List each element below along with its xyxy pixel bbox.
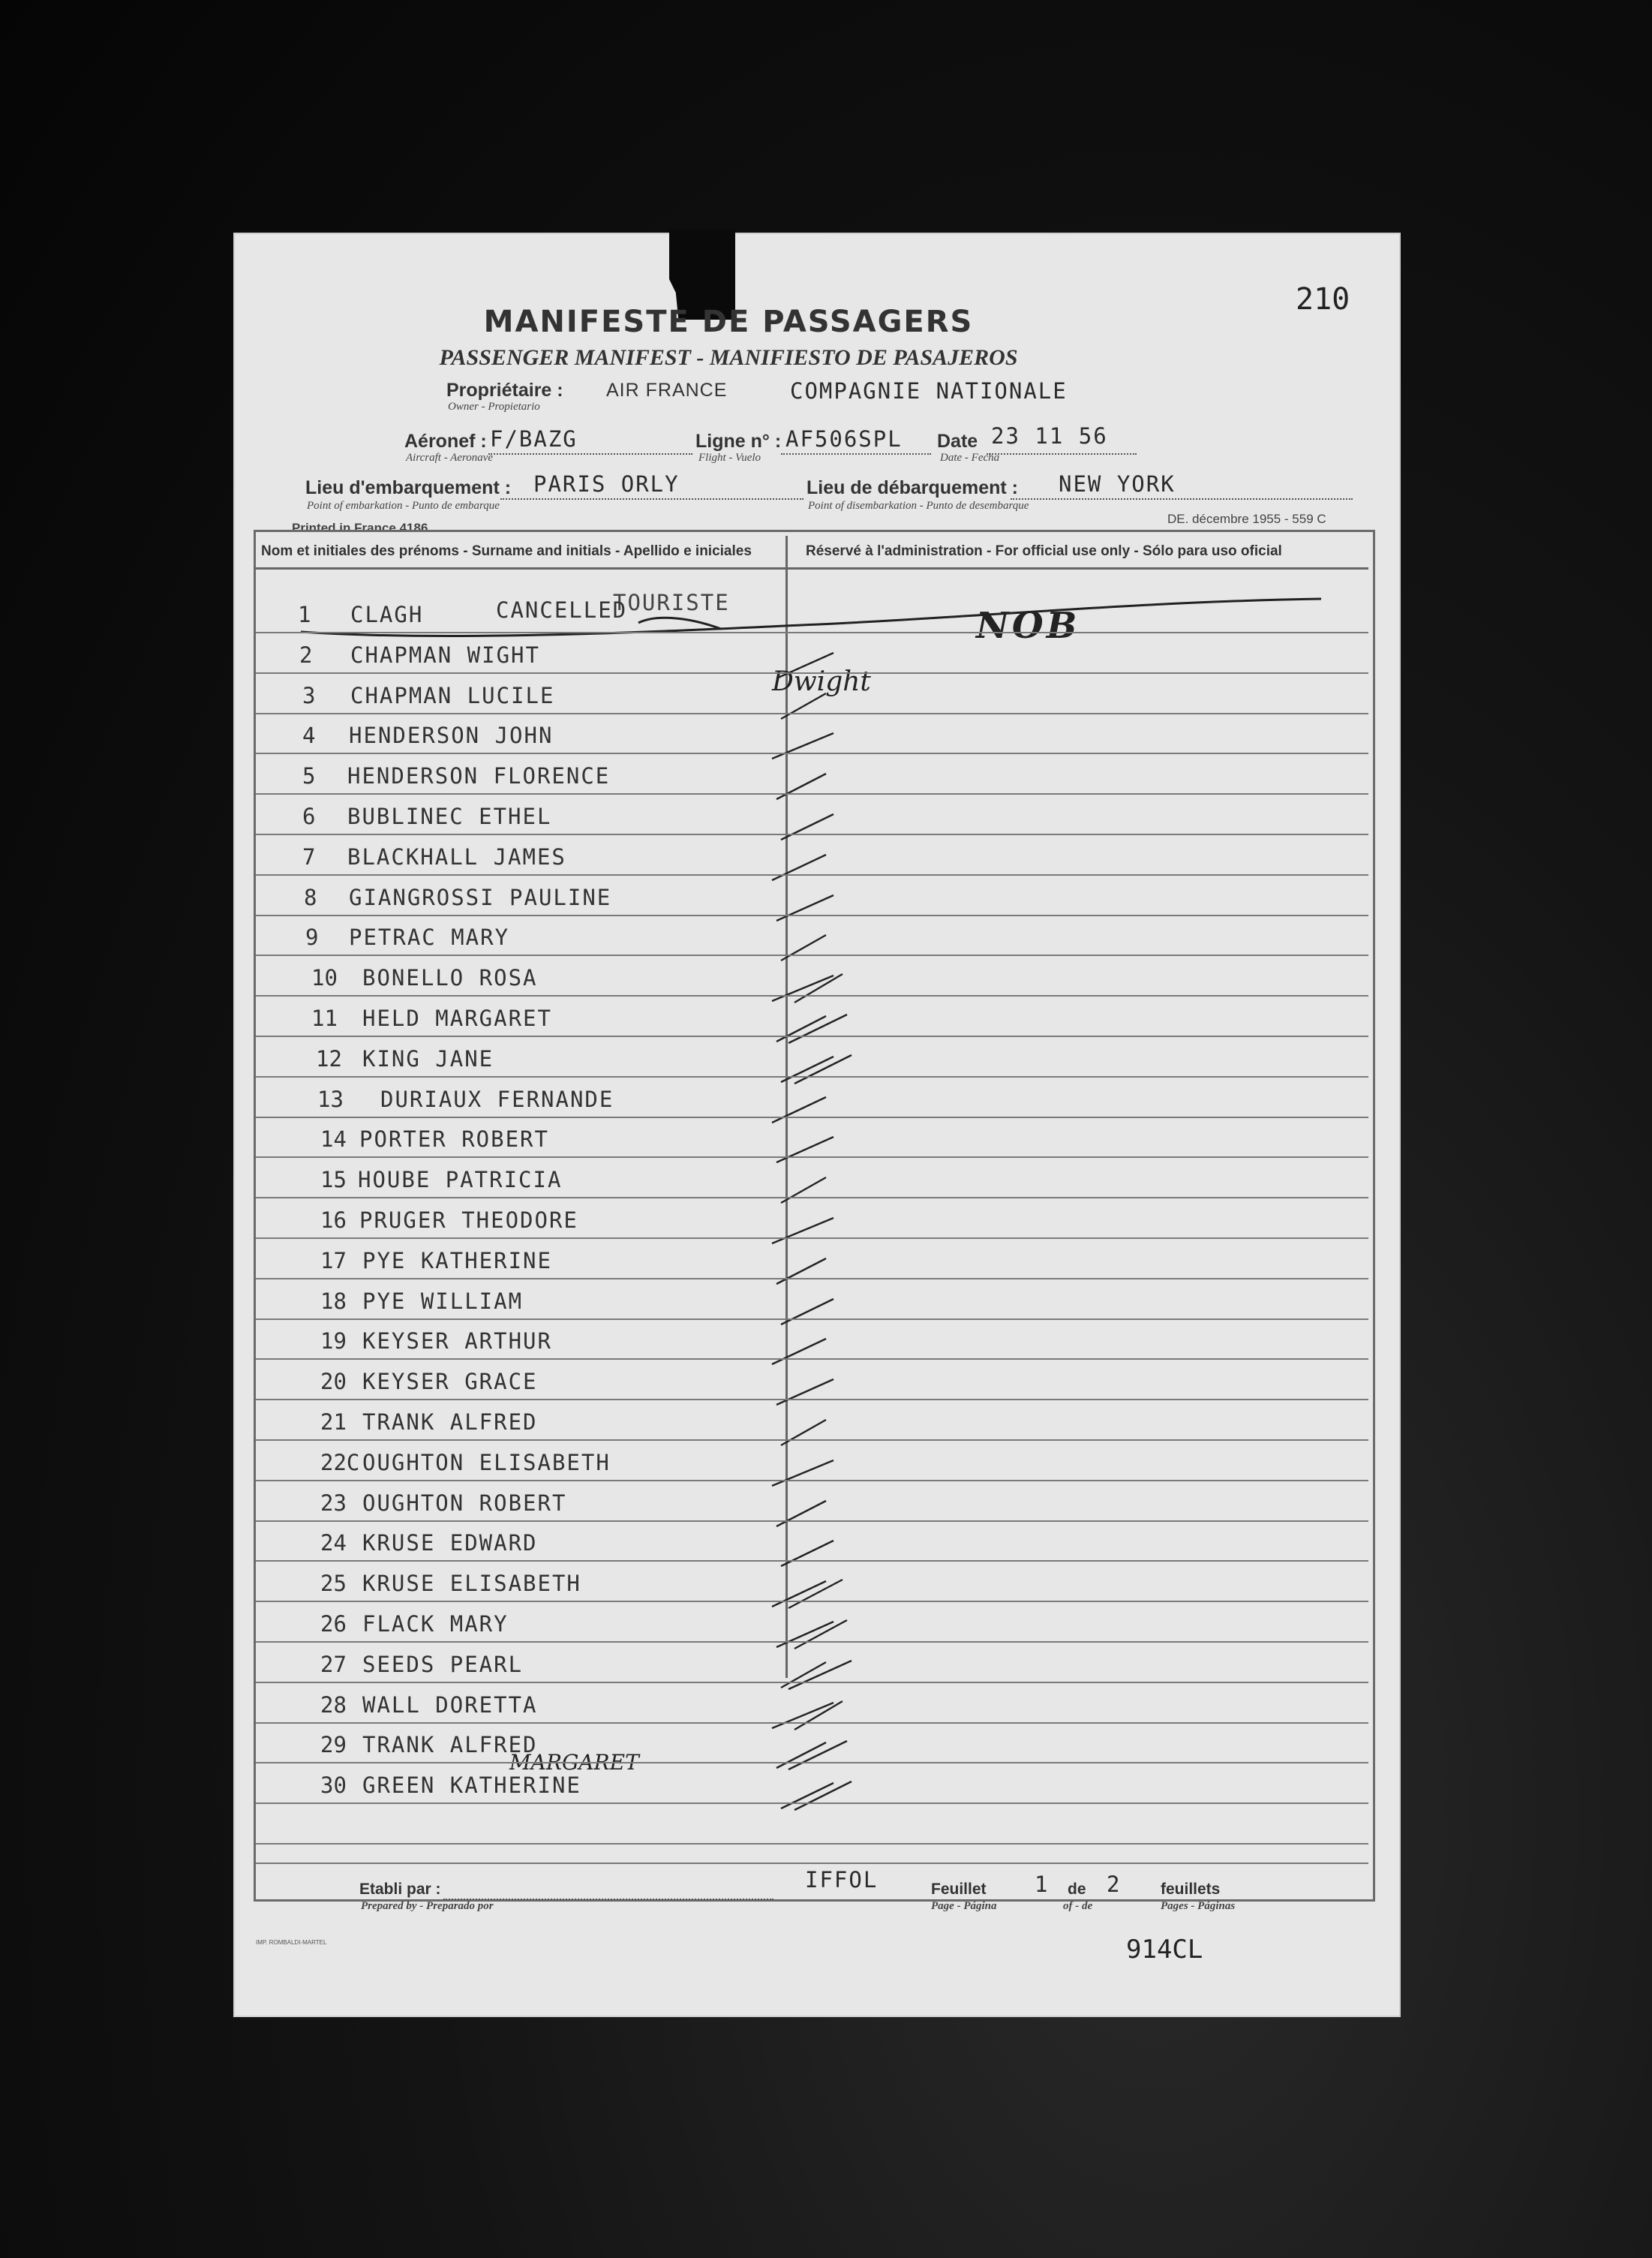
column-header-official: Réservé à l'administration - For official use only - Sólo para uso oficial <box>806 543 1282 559</box>
embarkation-sublabel: Point of embarkation - Punto de embarque <box>307 500 500 512</box>
prepared-by-value: IFFOL <box>805 1867 879 1893</box>
passenger-number: 8 <box>304 885 317 910</box>
passenger-number: 21 <box>320 1409 347 1435</box>
row-rule <box>256 1601 1368 1602</box>
passenger-number: 7 <box>302 844 316 870</box>
passenger-number: 15 <box>320 1167 347 1192</box>
passenger-number: 28 <box>320 1692 347 1718</box>
of-sublabel: of - de <box>1063 1900 1093 1912</box>
row-rule <box>256 1117 1368 1118</box>
passenger-name: TRANK ALFRED <box>362 1409 538 1435</box>
passenger-name: PRUGER THEODORE <box>359 1207 578 1233</box>
embarkation-label: Lieu d'embarquement : <box>305 477 512 498</box>
passenger-number: 22C <box>320 1450 360 1475</box>
embarkation-value: PARIS ORLY <box>533 471 680 497</box>
row-rule <box>256 632 1368 633</box>
passenger-name: KRUSE ELISABETH <box>362 1571 581 1596</box>
sheets-sublabel: Pages - Páginas <box>1161 1900 1236 1912</box>
flight-sublabel: Flight - Vuelo <box>698 452 761 464</box>
page-subtitle: PASSENGER MANIFEST - MANIFIESTO DE PASAJEROS <box>439 345 1018 370</box>
row-rule <box>256 995 1368 997</box>
manifest-page <box>233 233 1401 2017</box>
sheet-number: 1 <box>1035 1872 1050 1897</box>
passenger-name: GREEN KATHERINE <box>362 1772 581 1798</box>
row-rule <box>256 1156 1368 1158</box>
passenger-name: KEYSER ARTHUR <box>362 1328 552 1354</box>
class-label: TOURISTE <box>613 590 730 615</box>
passenger-number: 3 <box>302 683 316 708</box>
row-rule <box>256 1278 1368 1279</box>
passenger-number: 16 <box>320 1207 347 1233</box>
row-rule <box>256 1520 1368 1522</box>
row-rule <box>256 1036 1368 1037</box>
passenger-number: 1 <box>298 602 311 627</box>
row-rule <box>256 1802 1368 1804</box>
handwritten-margaret: MARGARET <box>509 1750 639 1775</box>
passenger-number: 18 <box>320 1288 347 1314</box>
passenger-name: OUGHTON ROBERT <box>362 1490 567 1516</box>
aircraft-label: Aéronef : <box>404 431 487 452</box>
row-rule <box>256 1762 1368 1763</box>
passenger-number: 6 <box>302 804 316 829</box>
row-rule <box>256 1641 1368 1643</box>
passenger-number: 27 <box>320 1652 347 1677</box>
passenger-number: 25 <box>320 1571 347 1596</box>
row-rule <box>256 1439 1368 1441</box>
row-rule <box>256 1197 1368 1198</box>
passenger-number: 23 <box>320 1490 347 1516</box>
passenger-number: 4 <box>302 723 316 748</box>
row-rule <box>256 874 1368 876</box>
row-rule <box>256 1843 1368 1845</box>
sheet-total: 2 <box>1107 1872 1122 1897</box>
sheets-label: feuillets <box>1161 1881 1221 1898</box>
imprint: IMP. ROMBALDI-MARTEL <box>256 1939 327 1946</box>
passenger-name: CHAPMAN LUCILE <box>350 683 555 708</box>
passenger-name: PYE WILLIAM <box>362 1288 524 1314</box>
sheet-sublabel: Page - Página <box>931 1900 997 1912</box>
passenger-name: GIANGROSSI PAULINE <box>349 885 612 910</box>
disembarkation-value: NEW YORK <box>1059 471 1176 497</box>
row-rule <box>256 1682 1368 1683</box>
flight-label: Ligne n° : <box>695 431 782 452</box>
sheet-label: Feuillet <box>931 1881 987 1898</box>
passenger-name: HELD MARGARET <box>362 1006 552 1031</box>
passenger-number: 26 <box>320 1611 347 1637</box>
row-rule <box>256 672 1368 674</box>
row-rule <box>256 1722 1368 1724</box>
owner-sublabel: Owner - Propietario <box>448 401 540 413</box>
passenger-number: 17 <box>320 1248 347 1273</box>
row-rule <box>256 1318 1368 1320</box>
prepared-by-sublabel: Prepared by - Preparado por <box>361 1900 494 1912</box>
aircraft-value: F/BAZG <box>490 426 578 452</box>
passenger-name: BONELLO ROSA <box>362 965 538 991</box>
passenger-number: 29 <box>320 1732 347 1757</box>
passenger-number: 2 <box>299 642 313 668</box>
owner-label: Propriétaire : <box>446 380 563 401</box>
passenger-number: 30 <box>320 1772 347 1798</box>
passenger-name: HENDERSON FLORENCE <box>347 763 611 789</box>
passenger-name: CHAPMAN WIGHT <box>350 642 540 668</box>
page-number: 210 <box>1296 282 1350 317</box>
passenger-name: FLACK MARY <box>362 1611 509 1637</box>
passenger-name: BUBLINEC ETHEL <box>347 804 552 829</box>
passenger-number: 14 <box>320 1126 347 1152</box>
row-rule <box>256 753 1368 754</box>
row-rule <box>256 1480 1368 1481</box>
date-label: Date <box>937 431 978 452</box>
passenger-number: 19 <box>320 1328 347 1354</box>
row-rule <box>256 1237 1368 1239</box>
row-rule <box>256 955 1368 956</box>
passenger-name: KING JANE <box>362 1046 494 1072</box>
passenger-name: DURIAUX FERNANDE <box>380 1087 614 1112</box>
row-rule <box>256 1358 1368 1360</box>
row-rule <box>256 713 1368 714</box>
passenger-name: WALL DORETTA <box>362 1692 538 1718</box>
passenger-number: 10 <box>311 965 338 991</box>
passenger-name: OUGHTON ELISABETH <box>362 1450 611 1475</box>
date-value: 23 11 56 <box>991 423 1108 449</box>
row-rule <box>256 1076 1368 1078</box>
form-code: DE. décembre 1955 - 559 C <box>1167 512 1326 526</box>
row-rule <box>256 834 1368 835</box>
passenger-number: 9 <box>305 925 319 950</box>
passenger-number: 13 <box>317 1087 344 1112</box>
passenger-name: HOUBE PATRICIA <box>358 1167 563 1192</box>
cancelled-note: CANCELLED <box>496 597 628 623</box>
column-header-names: Nom et initiales des prénoms - Surname and initials - Apellido e iniciales <box>261 543 752 559</box>
passenger-name: HENDERSON JOHN <box>349 723 554 748</box>
passenger-name: PYE KATHERINE <box>362 1248 552 1273</box>
flight-value: AF506SPL <box>785 426 903 452</box>
passenger-number: 20 <box>320 1369 347 1394</box>
handwritten-dwight: Dwight <box>772 666 871 697</box>
row-rule <box>256 1399 1368 1400</box>
page-title: MANIFESTE DE PASSAGERS <box>483 305 974 339</box>
date-sublabel: Date - Fecha <box>940 452 1000 464</box>
row-rule <box>256 915 1368 916</box>
archive-code: 914CL <box>1126 1935 1203 1965</box>
passenger-number: 12 <box>316 1046 342 1072</box>
passenger-number: 11 <box>311 1006 338 1031</box>
printed-in-note: Printed in France 4186 <box>292 521 428 535</box>
row-rule <box>256 793 1368 795</box>
passenger-name: TRANK ALFRED <box>362 1732 538 1757</box>
of-label: de <box>1068 1881 1086 1898</box>
row-rule <box>256 1560 1368 1562</box>
passenger-name: PORTER ROBERT <box>359 1126 549 1152</box>
disembarkation-sublabel: Point of disembarkation - Punto de desembarque <box>808 500 1029 512</box>
aircraft-sublabel: Aircraft - Aeronave <box>406 452 494 464</box>
prepared-by-label: Etabli par : <box>359 1881 441 1898</box>
passenger-name: CLAGH <box>350 602 424 627</box>
disembarkation-label: Lieu de débarquement : <box>806 477 1018 498</box>
passenger-name: BLACKHALL JAMES <box>347 844 566 870</box>
passenger-number: 5 <box>302 763 316 789</box>
passenger-number: 24 <box>320 1530 347 1556</box>
passenger-name: PETRAC MARY <box>349 925 510 950</box>
passenger-name: SEEDS PEARL <box>362 1652 524 1677</box>
owner-value: AIR FRANCE <box>606 380 728 401</box>
owner-extra: COMPAGNIE NATIONALE <box>790 378 1068 404</box>
passenger-name: KRUSE EDWARD <box>362 1530 538 1556</box>
passenger-name: KEYSER GRACE <box>362 1369 538 1394</box>
handwritten-nob: NOB <box>976 605 1080 647</box>
